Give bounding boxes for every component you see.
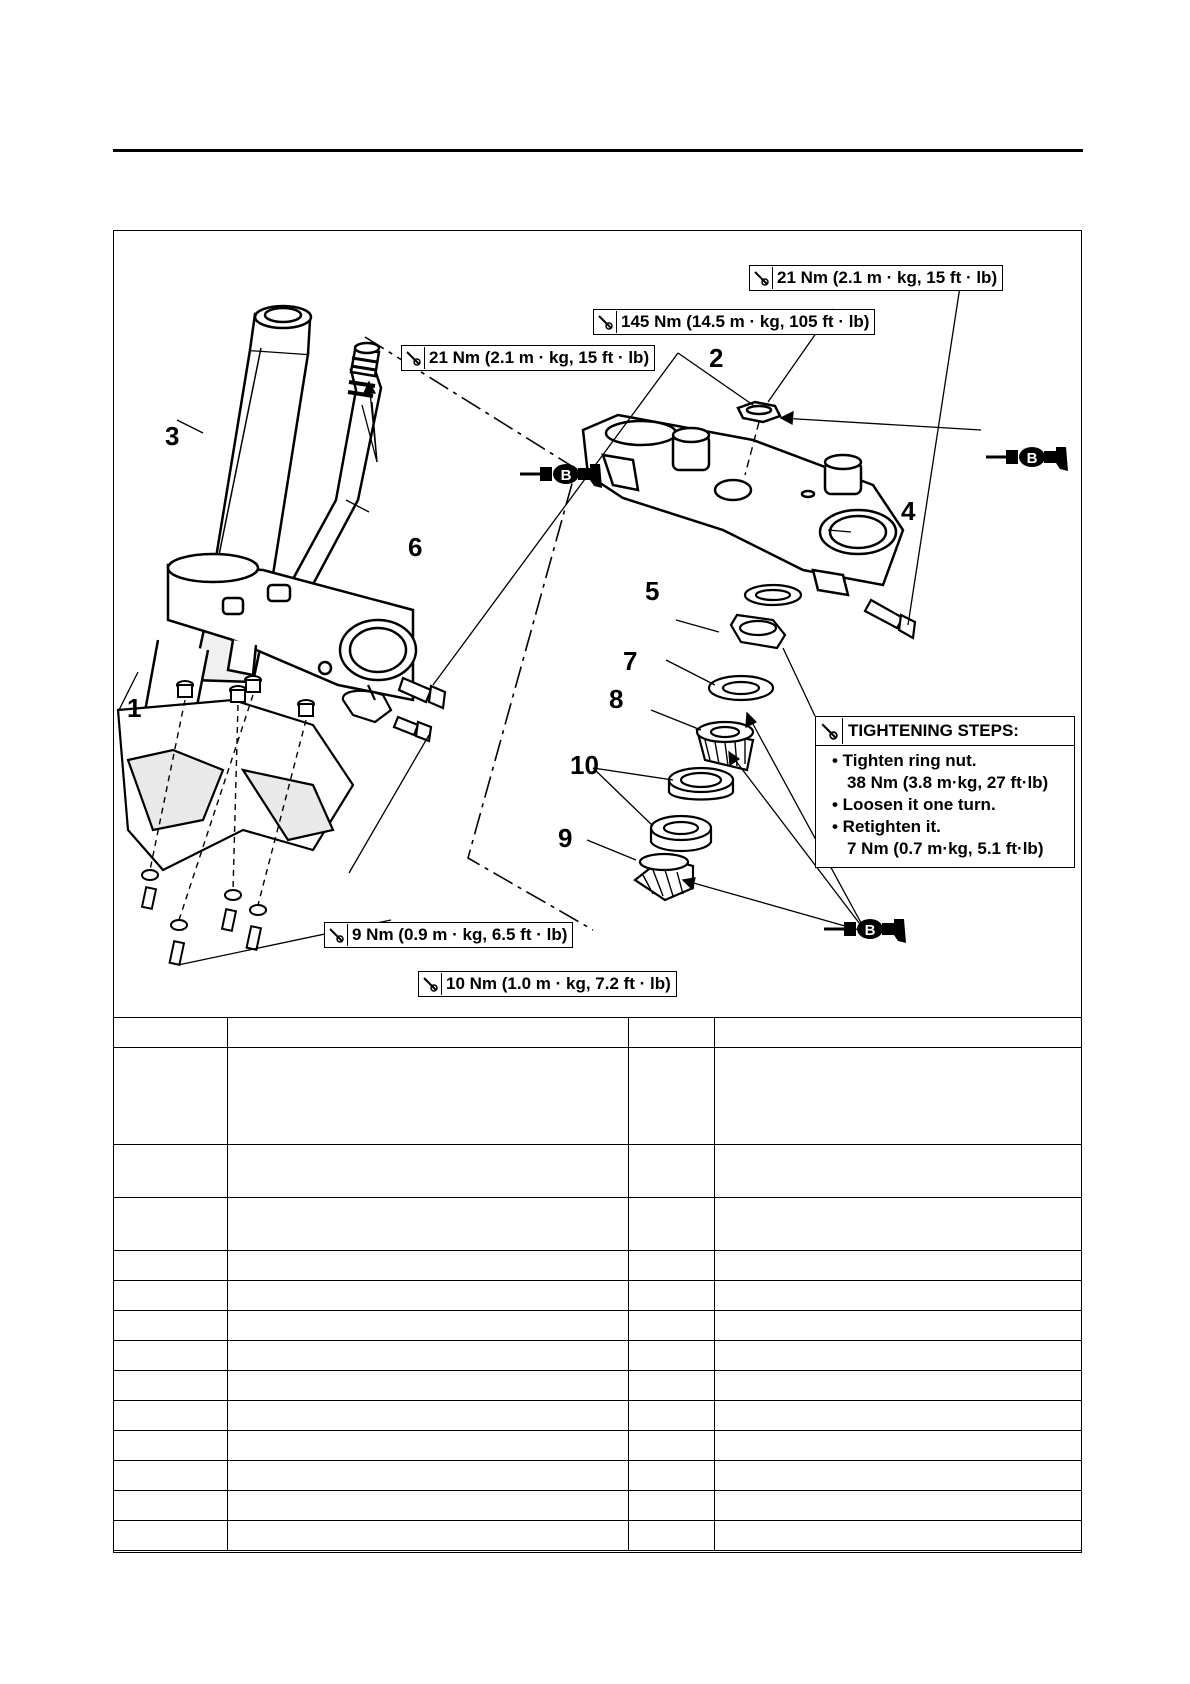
callout-10: 10 — [570, 750, 599, 780]
tightening-steps-box — [815, 716, 1075, 868]
callout-6: 6 — [408, 532, 423, 562]
upper-bracket — [583, 415, 903, 595]
torque-brake-hose-holder-bolt — [324, 922, 573, 948]
lower-bearing — [635, 854, 693, 900]
torque-upper-bracket-bolt — [749, 265, 1003, 291]
step-2: • Loosen it one turn. — [832, 795, 996, 814]
step-1: • Tighten ring nut. — [832, 751, 977, 770]
table-row — [114, 1341, 1082, 1371]
header-rule — [113, 149, 1083, 152]
ring-nut — [731, 615, 785, 648]
lower-pinch-bolt — [399, 678, 445, 708]
step-3: • Retighten it. — [832, 817, 941, 836]
torque-lower-cover-bolt — [418, 971, 677, 997]
callout-7: 7 — [623, 646, 638, 676]
table-row — [114, 1018, 1082, 1048]
table-row — [114, 1198, 1082, 1251]
steering-stem-nut — [738, 402, 780, 422]
step-1-value: 38 Nm (3.8 m·kg, 27 ft·lb) — [847, 773, 1049, 792]
torque-value: 10 Nm (1.0 m · kg, 7.2 ft · lb) — [446, 974, 671, 993]
torque-wrench-icon — [816, 718, 843, 744]
upper-bearing — [697, 722, 753, 770]
table-row — [114, 1461, 1082, 1491]
torque-value: 9 Nm (0.9 m · kg, 6.5 ft · lb) — [352, 925, 568, 944]
table-row — [114, 1371, 1082, 1401]
torque-steering-stem-nut — [593, 309, 875, 335]
callout-8: 8 — [609, 684, 624, 714]
torque-wrench-icon — [594, 311, 617, 333]
table-row — [114, 1491, 1082, 1521]
hose-holder-bolt — [394, 717, 431, 741]
callout-4: 4 — [901, 496, 916, 526]
torque-wrench-icon — [750, 267, 773, 289]
grease-label-3: B — [864, 922, 876, 939]
table-row — [114, 1521, 1082, 1551]
table-row — [114, 1145, 1082, 1198]
torque-value: 21 Nm (2.1 m · kg, 15 ft · lb) — [777, 268, 998, 287]
table-row — [114, 1401, 1082, 1431]
torque-lower-bracket-bolt — [401, 345, 655, 371]
upper-pinch-bolt — [865, 600, 915, 638]
torque-value: 145 Nm (14.5 m · kg, 105 ft · lb) — [621, 312, 870, 331]
lock-washer — [745, 585, 801, 605]
torque-value: 21 Nm (2.1 m · kg, 15 ft · lb) — [429, 348, 650, 367]
torque-wrench-icon — [325, 924, 348, 946]
parts-table — [113, 1017, 1082, 1551]
callout-9: 9 — [558, 823, 573, 853]
table-row — [114, 1431, 1082, 1461]
tightening-steps-title: TIGHTENING STEPS: — [848, 721, 1019, 740]
grease-label-2: B — [1026, 450, 1038, 467]
callout-5: 5 — [645, 576, 660, 606]
step-3-value: 7 Nm (0.7 m·kg, 5.1 ft·lb) — [847, 839, 1044, 858]
callout-1: 1 — [127, 693, 142, 723]
torque-wrench-icon — [402, 347, 425, 369]
table-row — [114, 1251, 1082, 1281]
callout-3: 3 — [165, 421, 180, 451]
table-row — [114, 1281, 1082, 1311]
grease-label-1: B — [560, 467, 572, 484]
bearing-races — [651, 768, 733, 851]
table-row — [114, 1311, 1082, 1341]
callout-2: 2 — [709, 343, 724, 373]
torque-wrench-icon — [419, 973, 442, 995]
table-row — [114, 1048, 1082, 1145]
dust-seal — [709, 676, 773, 700]
